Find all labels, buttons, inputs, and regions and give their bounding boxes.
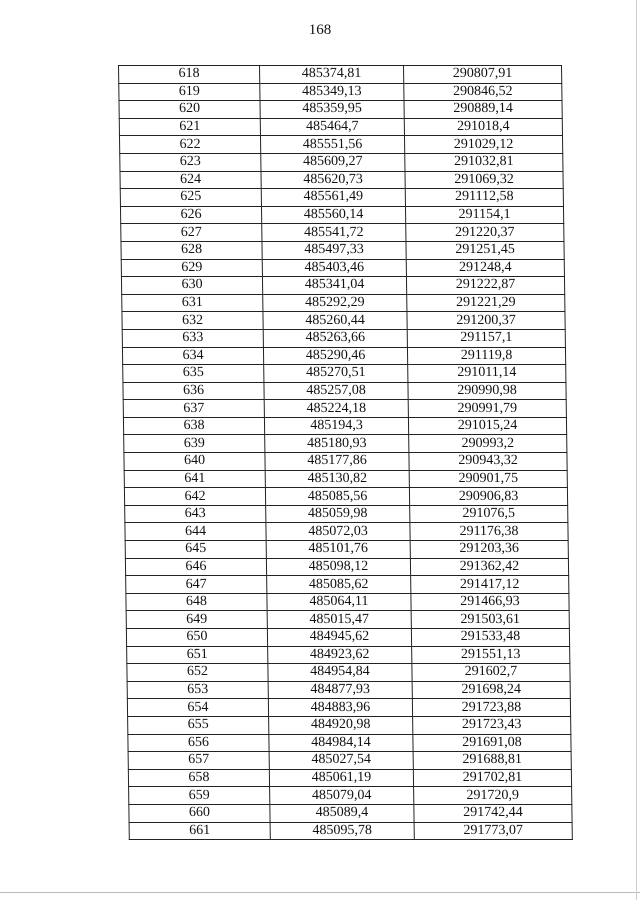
x-coordinate-cell: 485561,49 [261,189,405,207]
x-coordinate-cell: 484920,98 [269,716,413,734]
table-row [126,611,569,629]
point-number-cell: 621 [119,118,260,136]
x-coordinate-cell: 485497,33 [262,241,406,259]
x-coordinate-cell: 485270,51 [264,365,408,383]
y-coordinate-cell: 291029,12 [404,136,562,154]
table-row [124,453,567,471]
y-coordinate-cell: 291119,8 [407,347,565,365]
y-coordinate-cell: 291533,48 [411,629,569,647]
table-row [126,593,569,611]
y-coordinate-cell: 290990,98 [408,382,566,400]
table-row [122,329,565,347]
point-number-cell: 626 [120,206,261,224]
table-row [129,804,572,822]
point-number-cell: 630 [121,277,262,295]
y-coordinate-cell: 291011,14 [408,365,566,383]
y-coordinate-cell: 291602,7 [412,664,570,682]
x-coordinate-cell: 485059,98 [266,505,410,523]
y-coordinate-cell: 290846,52 [404,83,562,101]
point-number-cell: 652 [127,664,268,682]
point-number-cell: 622 [119,136,260,154]
y-coordinate-cell: 291720,9 [414,787,572,805]
table-row [119,66,562,84]
y-coordinate-cell: 291222,87 [406,277,564,295]
point-number-cell: 644 [125,523,266,541]
y-coordinate-cell: 291015,24 [408,417,566,435]
table-body [119,66,573,840]
table-row [120,206,563,224]
x-coordinate-cell: 485085,56 [265,488,409,506]
x-coordinate-cell: 485177,86 [265,453,409,471]
x-coordinate-cell: 485263,66 [263,329,407,347]
x-coordinate-cell: 484877,93 [268,681,412,699]
table-row [126,629,569,647]
table-row [126,576,569,594]
point-number-cell: 629 [121,259,262,277]
x-coordinate-cell: 485349,13 [260,83,404,101]
table-row [125,523,568,541]
point-number-cell: 636 [123,382,264,400]
point-number-cell: 649 [126,611,267,629]
coordinates-table-container [118,65,569,840]
x-coordinate-cell: 484954,84 [268,664,412,682]
point-number-cell: 647 [126,576,267,594]
table-row [122,312,565,330]
x-coordinate-cell: 484945,62 [267,629,411,647]
y-coordinate-cell: 291069,32 [405,171,563,189]
point-number-cell: 659 [129,787,270,805]
y-coordinate-cell: 291503,61 [411,611,569,629]
point-number-cell: 650 [126,629,267,647]
point-number-cell: 656 [128,734,269,752]
y-coordinate-cell: 291723,43 [413,716,571,734]
table-row [121,224,564,242]
point-number-cell: 624 [120,171,261,189]
point-number-cell: 657 [128,752,269,770]
x-coordinate-cell: 485609,27 [261,153,405,171]
point-number-cell: 634 [122,347,263,365]
table-row [119,118,562,136]
table-row [124,488,567,506]
point-number-cell: 658 [128,769,269,787]
y-coordinate-cell: 291773,07 [414,822,572,840]
point-number-cell: 660 [129,804,270,822]
x-coordinate-cell: 484984,14 [269,734,413,752]
table-row [121,241,564,259]
table-row [129,787,572,805]
table-row [124,435,567,453]
x-coordinate-cell: 485403,46 [262,259,406,277]
x-coordinate-cell: 485374,81 [260,66,404,84]
y-coordinate-cell: 291251,45 [406,241,564,259]
table-row [127,699,570,717]
table-row [120,189,563,207]
y-coordinate-cell: 291248,4 [406,259,564,277]
x-coordinate-cell: 485620,73 [261,171,405,189]
y-coordinate-cell: 291018,4 [404,118,562,136]
table-row [124,470,567,488]
y-coordinate-cell: 291466,93 [411,593,569,611]
table-row [125,505,568,523]
coordinates-table [118,65,573,840]
point-number-cell: 655 [128,716,269,734]
x-coordinate-cell: 485095,78 [270,822,414,840]
point-number-cell: 633 [122,329,263,347]
point-number-cell: 653 [127,681,268,699]
table-row [122,347,565,365]
y-coordinate-cell: 291691,08 [413,734,571,752]
y-coordinate-cell: 291221,29 [407,294,565,312]
x-coordinate-cell: 485089,4 [270,804,414,822]
point-number-cell: 628 [121,241,262,259]
y-coordinate-cell: 291203,36 [410,541,568,559]
point-number-cell: 638 [123,417,264,435]
table-row [122,294,565,312]
y-coordinate-cell: 290993,2 [409,435,567,453]
x-coordinate-cell: 485260,44 [263,312,407,330]
y-coordinate-cell: 291220,37 [406,224,564,242]
table-row [127,664,570,682]
point-number-cell: 646 [125,558,266,576]
table-row [121,259,564,277]
table-row [128,769,571,787]
point-number-cell: 639 [124,435,265,453]
x-coordinate-cell: 485064,11 [267,593,411,611]
x-coordinate-cell: 484883,96 [268,699,412,717]
table-row [123,417,566,435]
point-number-cell: 625 [120,189,261,207]
table-row [125,558,568,576]
y-coordinate-cell: 291702,81 [413,769,571,787]
y-coordinate-cell: 291157,1 [407,329,565,347]
x-coordinate-cell: 485257,08 [264,382,408,400]
y-coordinate-cell: 291688,81 [413,752,571,770]
table-row [120,153,563,171]
table-row [119,136,562,154]
scan-right-edge [636,0,637,900]
table-row [128,734,571,752]
x-coordinate-cell: 485130,82 [265,470,409,488]
point-number-cell: 627 [121,224,262,242]
x-coordinate-cell: 485290,46 [263,347,407,365]
point-number-cell: 651 [127,646,268,664]
y-coordinate-cell: 291551,13 [412,646,570,664]
table-row [119,101,562,119]
y-coordinate-cell: 291698,24 [412,681,570,699]
x-coordinate-cell: 485079,04 [270,787,414,805]
table-row [127,646,570,664]
x-coordinate-cell: 485341,04 [262,277,406,295]
x-coordinate-cell: 485464,7 [260,118,404,136]
point-number-cell: 641 [124,470,265,488]
point-number-cell: 661 [129,822,270,840]
x-coordinate-cell: 485180,93 [265,435,409,453]
x-coordinate-cell: 485101,76 [266,541,410,559]
table-row [123,382,566,400]
y-coordinate-cell: 291154,1 [405,206,563,224]
x-coordinate-cell: 485292,29 [263,294,407,312]
table-row [125,541,568,559]
table-row [127,681,570,699]
y-coordinate-cell: 291076,5 [410,505,568,523]
y-coordinate-cell: 291723,88 [412,699,570,717]
y-coordinate-cell: 291112,58 [405,189,563,207]
table-row [121,277,564,295]
y-coordinate-cell: 291742,44 [414,804,572,822]
x-coordinate-cell: 485098,12 [266,558,410,576]
table-row [123,365,566,383]
y-coordinate-cell: 291032,81 [405,153,563,171]
point-number-cell: 618 [119,66,260,84]
x-coordinate-cell: 485560,14 [261,206,405,224]
point-number-cell: 640 [124,453,265,471]
point-number-cell: 623 [120,153,261,171]
table-row [123,400,566,418]
point-number-cell: 632 [122,312,263,330]
point-number-cell: 645 [125,541,266,559]
table-row [119,83,562,101]
x-coordinate-cell: 485085,62 [267,576,411,594]
point-number-cell: 620 [119,101,260,119]
x-coordinate-cell: 485359,95 [260,101,404,119]
y-coordinate-cell: 291362,42 [410,558,568,576]
table-row [120,171,563,189]
y-coordinate-cell: 290991,79 [408,400,566,418]
x-coordinate-cell: 485072,03 [266,523,410,541]
x-coordinate-cell: 485015,47 [267,611,411,629]
table-row [128,752,571,770]
y-coordinate-cell: 290807,91 [404,66,562,84]
x-coordinate-cell: 485061,19 [269,769,413,787]
y-coordinate-cell: 290889,14 [404,101,562,119]
x-coordinate-cell: 484923,62 [268,646,412,664]
x-coordinate-cell: 485194,3 [264,417,408,435]
point-number-cell: 635 [123,365,264,383]
point-number-cell: 619 [119,83,260,101]
point-number-cell: 631 [122,294,263,312]
point-number-cell: 637 [123,400,264,418]
x-coordinate-cell: 485541,72 [262,224,406,242]
y-coordinate-cell: 290906,83 [409,488,567,506]
point-number-cell: 643 [125,505,266,523]
table-row [129,822,572,840]
point-number-cell: 642 [124,488,265,506]
x-coordinate-cell: 485551,56 [260,136,404,154]
y-coordinate-cell: 291176,38 [410,523,568,541]
y-coordinate-cell: 290901,75 [409,470,567,488]
x-coordinate-cell: 485027,54 [269,752,413,770]
point-number-cell: 648 [126,593,267,611]
scan-bottom-edge [0,892,640,893]
page-number: 168 [308,22,332,38]
y-coordinate-cell: 291417,12 [411,576,569,594]
point-number-cell: 654 [127,699,268,717]
x-coordinate-cell: 485224,18 [264,400,408,418]
y-coordinate-cell: 291200,37 [407,312,565,330]
table-row [128,716,571,734]
y-coordinate-cell: 290943,32 [409,453,567,471]
